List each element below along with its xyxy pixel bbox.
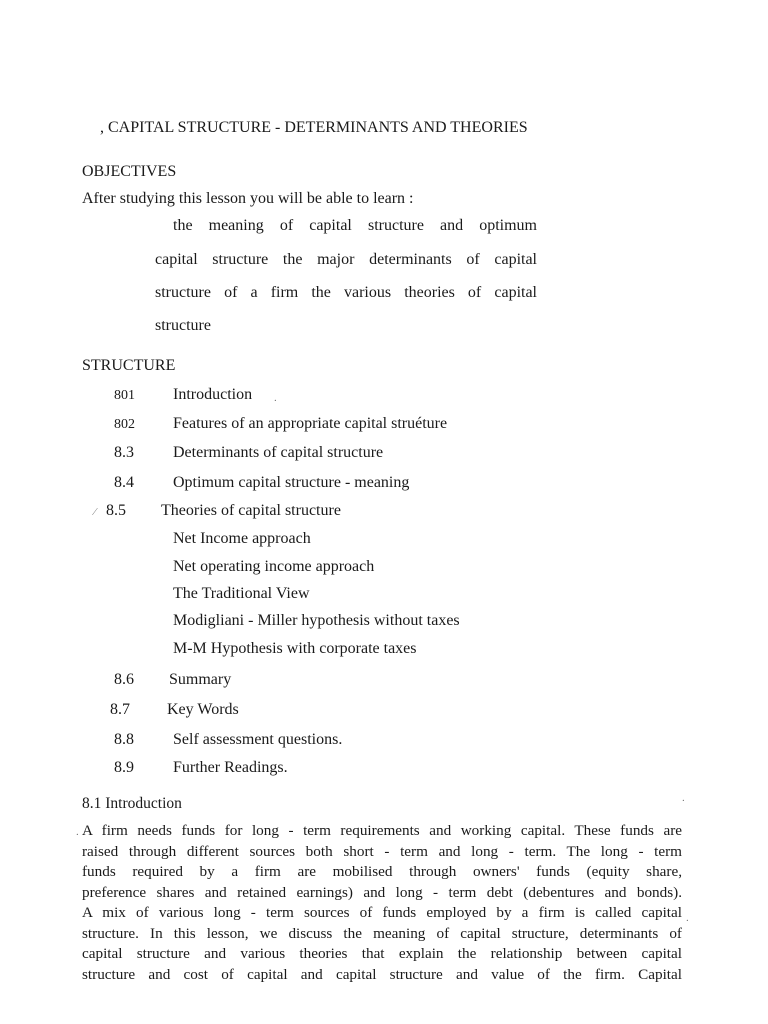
paragraph-line: structure and cost of capital and capital structure and value of the firm. Capital (82, 965, 682, 983)
scan-mark: . (76, 826, 79, 838)
objective-line: structure of a firm the various theories of capital (155, 284, 537, 301)
paragraph-line: raised through different sources both short - term and long - term. The long - term (82, 842, 682, 860)
structure-item-number: 8.5 (106, 502, 126, 519)
objective-line: structure (155, 317, 211, 334)
section-heading: 8.1 Introduction (82, 795, 182, 812)
structure-subitem-label: M-M Hypothesis with corporate taxes (173, 640, 417, 657)
objective-line: capital structure the major determinants of capital (155, 251, 537, 268)
paragraph-line: preference shares and retained earnings) and long - term debt (debentures and bonds). (82, 883, 682, 901)
scan-mark: ⁄ (94, 506, 96, 518)
structure-item-number: 8.6 (114, 671, 134, 688)
structure-item-number: 8.4 (114, 474, 134, 491)
scan-mark: . (686, 912, 689, 924)
scan-mark: . (274, 392, 277, 404)
structure-item-label: Optimum capital structure - meaning (173, 474, 410, 491)
introduction-paragraph (82, 821, 682, 985)
paragraph-line: capital structure and various theories that explain the relationship between capital (82, 945, 682, 962)
structure-item-label: Further Readings. (173, 759, 288, 776)
structure-subitem-label: Net operating income approach (173, 558, 375, 575)
structure-item-label: Determinants of capital structure (173, 444, 384, 461)
structure-item-label: Self assessment questions. (173, 731, 343, 748)
structure-subitem-label: The Traditional View (173, 585, 310, 602)
paragraph-line: structure. In this lesson, we discuss the meaning of capital structure, determinants of (82, 924, 682, 942)
structure-item-number: 8.9 (114, 759, 134, 776)
structure-item-label: Theories of capital structure (161, 502, 341, 519)
structure-item-number: 8.8 (114, 731, 134, 748)
paragraph-line: A firm needs funds for long - term requirements and working capital. These funds are (82, 822, 682, 839)
structure-item-number: 802 (114, 417, 135, 432)
scan-mark: . (682, 792, 685, 804)
structure-item-number: 8.3 (114, 444, 134, 461)
structure-item-label: Key Words (167, 701, 239, 718)
paragraph-line: A mix of various long - term sources of funds employed by a firm is called capital (82, 904, 682, 921)
objectives-intro: After studying this lesson you will be able to learn : (82, 190, 414, 207)
structure-item-label: Introduction (173, 386, 253, 403)
paragraph-line: funds required by a firm are mobilised through owners' funds (equity share, (82, 863, 682, 880)
objective-line: the meaning of capital structure and optimum (173, 217, 537, 234)
document-title: , CAPITAL STRUCTURE - DETERMINANTS AND THEORIES (100, 119, 528, 136)
structure-item-label: Summary (169, 671, 232, 688)
structure-item-number: 8.7 (110, 701, 130, 718)
objectives-heading: OBJECTIVES (82, 163, 177, 180)
structure-item-number: 801 (114, 388, 135, 403)
structure-item-label: Features of an appropriate capital struéture (173, 415, 448, 432)
structure-subitem-label: Modigliani - Miller hypothesis without taxes (173, 612, 460, 629)
structure-heading: STRUCTURE (82, 357, 176, 374)
structure-subitem-label: Net Income approach (173, 530, 311, 547)
